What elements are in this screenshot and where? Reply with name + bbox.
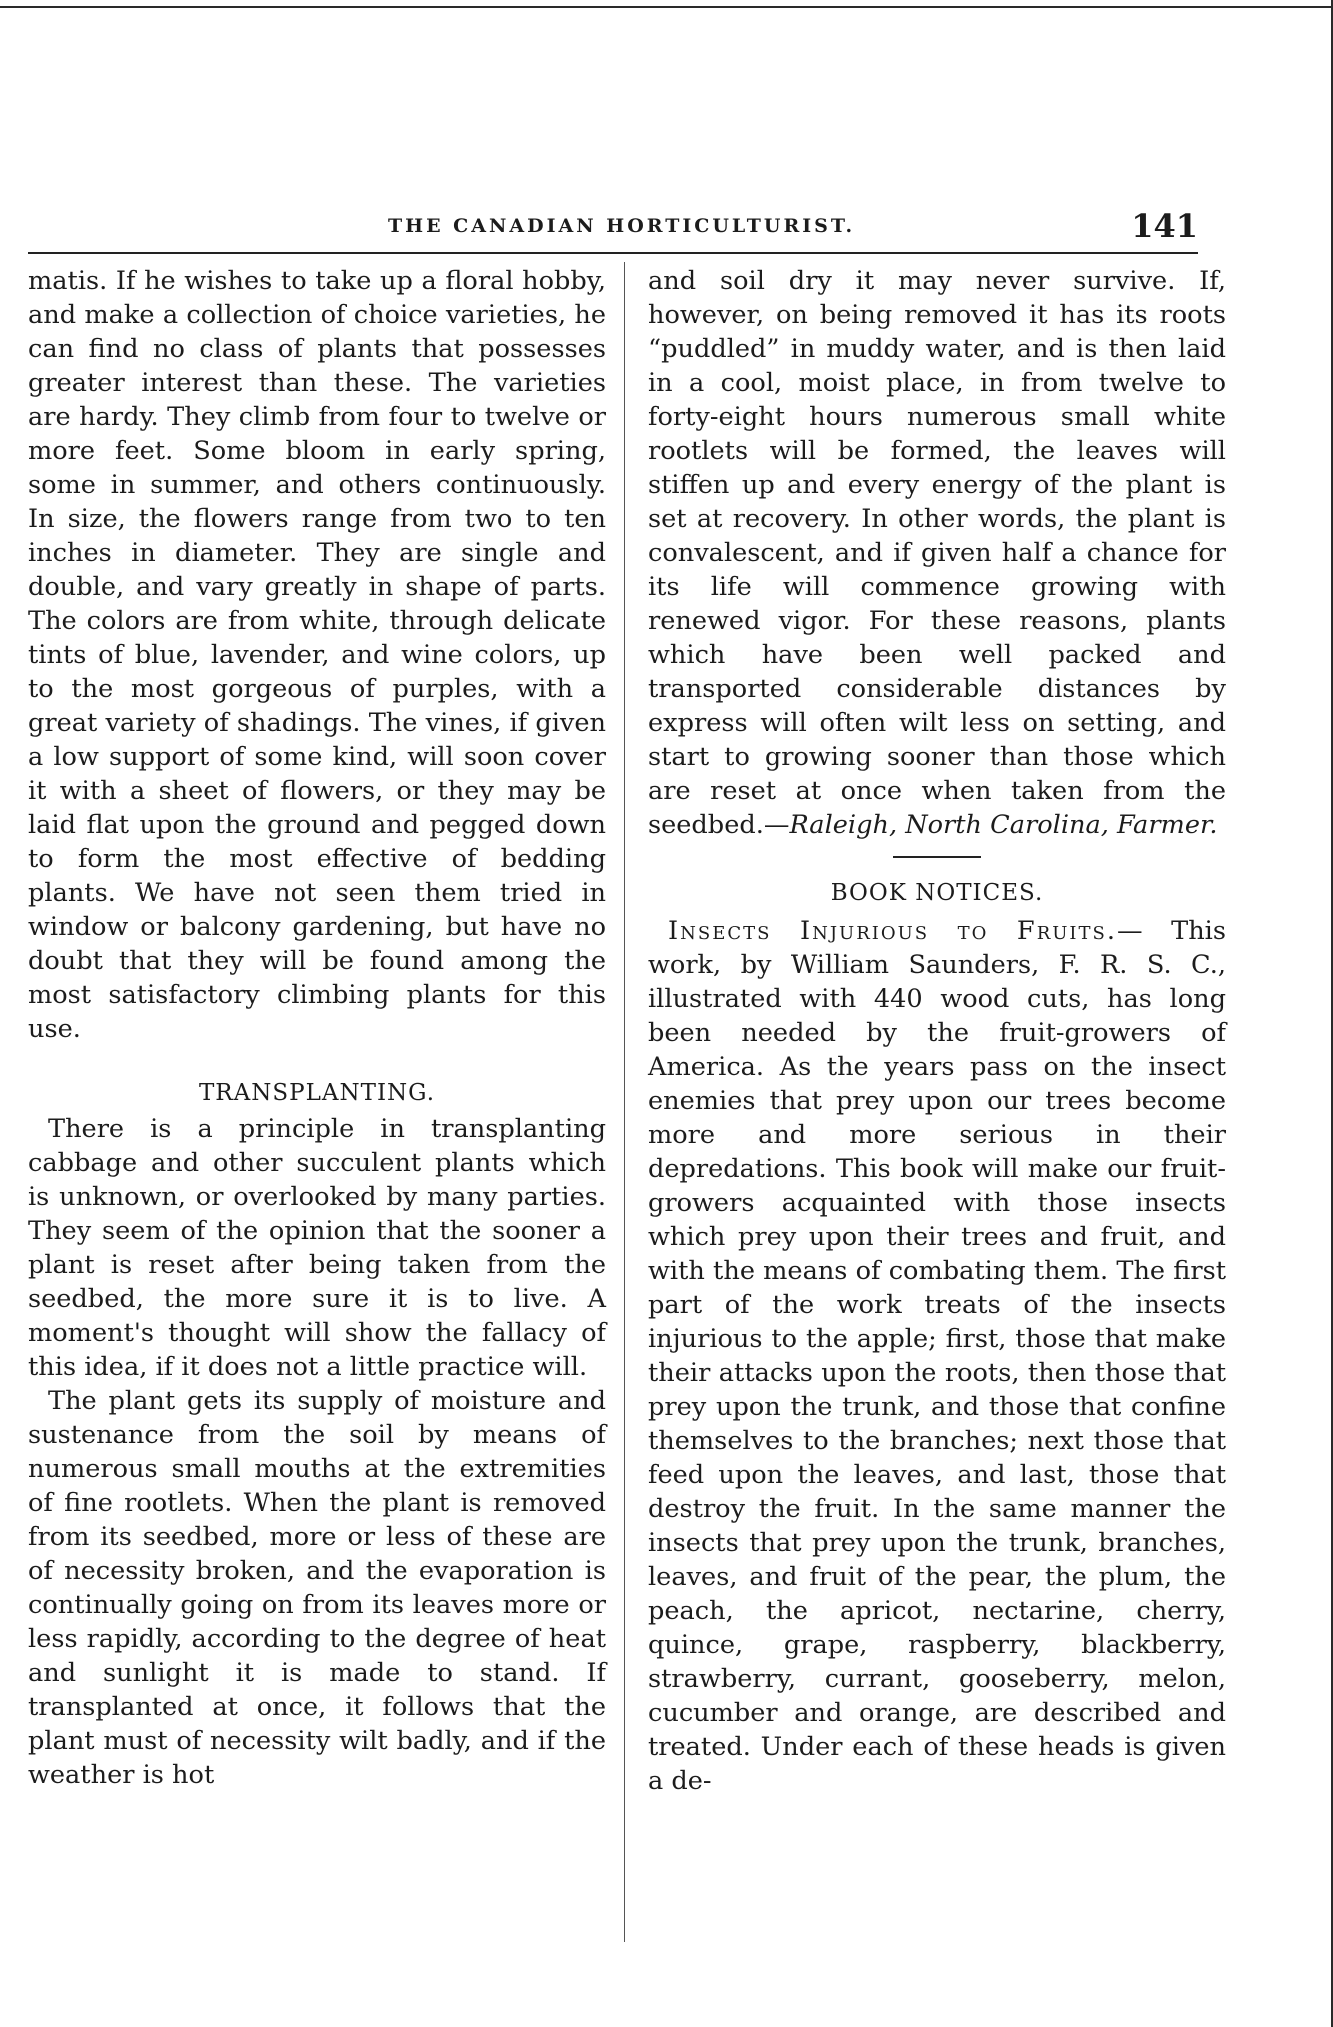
page-header <box>28 207 1198 247</box>
top-border-rule <box>0 6 1333 8</box>
book-title: Insects Injurious to Fruits.— <box>668 916 1145 946</box>
book-notices-heading: BOOK NOTICES. <box>830 880 1044 906</box>
page-number: 141 <box>1131 207 1198 245</box>
header-rule <box>28 252 1198 254</box>
book-notice-text: This work, by William Saunders, F. R. S. C., illustrated with 440 wood cuts, has long been needed by the fruit-growers of America. As the years pass on the insect enemies that prey upon our trees become more and more serious in their depredations. This book will make our fruit-growers acquainted with those insects which prey upon their trees and fruit, and with the means of combating them. The first part of the work treats of the insects injurious to the apple; first, those that make their attacks upon the roots, then those that prey upon the trunk, and those that confine themselves to the branches; next those that feed upon the leaves, and last, those that destroy the fruit. In the same manner the insects that prey upon the trunk, branches, leaves, and fruit of the pear, the plum, the peach, the apricot, nectarine, cherry, quince, grape, raspberry, blackberry, strawberry, currant, gooseberry, melon, cucumber and orange, are described and treated. Under each of these heads is given a de- <box>648 916 1226 1796</box>
transplanting-paragraph-1: There is a principle in transplanting cabbage and other succulent plants which is unknown, or overlooked by many parties. They seem of the opinion that the sooner a plant is reset after being taken from the seedbed, the more sure it is to live. A moment's thought will show the fallacy of this idea, if it does not a little practice will. <box>28 1114 606 1382</box>
book-notice-paragraph <box>648 914 1226 1798</box>
clematis-paragraph: matis. If he wishes to take up a floral hobby, and make a collection of choice varieties, he can find no class of plants that possesses greater interest than these. The varieties are hardy. They climb from four to twelve or more feet. Some bloom in early spring, some in summer, and others continuously. In size, the flowers range from two to ten inches in diameter. They are single and double, and vary greatly in shape of parts. The colors are from white, through delicate tints of blue, lavender, and wine colors, up to the most gorgeous of purples, with a great variety of shadings. The vines, if given a low support of some kind, will soon cover it with a sheet of flowers, or they may be laid flat upon the ground and pegged down to form the most effective of bedding plants. We have not seen them tried in window or balcony gardening, but have no doubt that they will be found among the most satisfactory climbing plants for this use. <box>28 266 606 1044</box>
running-title: THE CANADIAN HORTICULTURIST. <box>388 215 856 237</box>
transplanting-heading: TRANSPLANTING. <box>198 1080 436 1106</box>
transplanting-paragraph-2: The plant gets its supply of moisture and sustenance from the soil by means of numerous small mouths at the extremities of fine rootlets. When the plant is removed from its seedbed, more or less of these are of necessity broken, and the evaporation is continually going on from its leaves more or less rapidly, according to the degree of heat and sunlight it is made to stand. If transplanted at once, it follows that the plant must of necessity wilt badly, and if the weather is hot <box>28 1386 606 1790</box>
left-column <box>28 264 606 1792</box>
section-separator-rule <box>893 856 981 858</box>
transplanting-continued-paragraph <box>648 264 1226 842</box>
article-source: Raleigh, North Carolina, Farmer. <box>789 810 1218 840</box>
right-column <box>648 264 1226 1798</box>
column-divider <box>624 262 625 1942</box>
transplanting-continued-text: and soil dry it may never survive. If, however, on being removed it has its roots “puddled” in muddy water, and is then laid in a cool, moist place, in from twelve to forty-eight hours numerous small white rootlets will be formed, the leaves will stiffen up and every energy of the plant is set at recovery. In other words, the plant is convalescent, and if given half a chance for its life will commence growing with renewed vigor. For these reasons, plants which have been well packed and transported considerable distances by express will often wilt less on setting, and start to growing sooner than those which are reset at once when taken from the seedbed.— <box>648 266 1226 840</box>
